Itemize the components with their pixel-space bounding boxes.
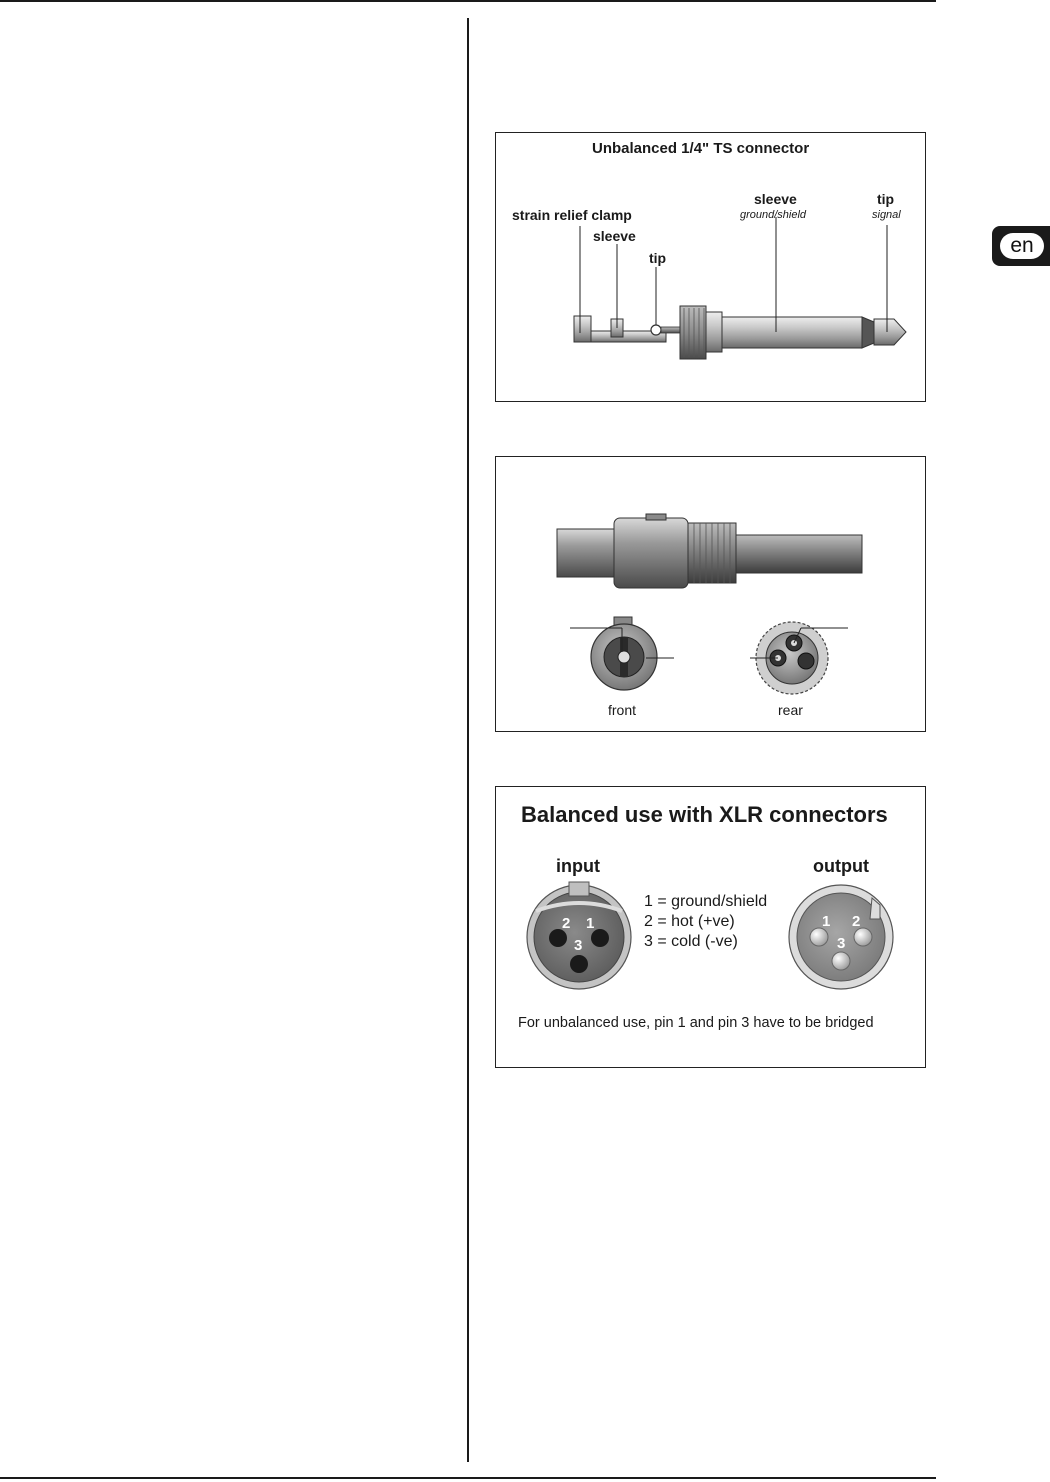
label-tip-right-sub: signal [872,209,901,221]
figure-ts-connector [495,132,926,402]
bottom-rule [0,1477,936,1479]
figure-speakon-connector [495,456,926,732]
label-strain-relief-clamp: strain relief clamp [512,207,632,223]
input-pin-label-2: 2 [562,915,571,932]
language-tab-label: en [1000,233,1044,259]
ts-figure-title: Unbalanced 1/4" TS connector [592,140,810,157]
figure-xlr-connectors [495,786,926,1068]
label-tip-right: tip [877,191,895,207]
label-tip-left: tip [649,250,667,266]
output-pin-label-2: 2 [852,913,861,930]
label-output: output [813,856,869,876]
xlr-note: For unbalanced use, pin 1 and pin 3 have to be bridged [518,1015,874,1031]
label-rear: rear [778,702,803,718]
label-input: input [556,856,600,876]
legend-pin-1: 1 = ground/shield [644,893,768,910]
legend-pin-3: 3 = cold (-ve) [644,933,738,950]
top-rule [0,0,936,2]
output-pin-label-3: 3 [837,935,846,952]
label-sleeve-right: sleeve [754,191,797,207]
input-pin-label-3: 3 [574,937,583,954]
label-front: front [608,702,637,718]
speakon-illustration [496,457,927,733]
xlr-figure-title: Balanced use with XLR connectors [521,802,888,827]
language-tab [992,226,1050,266]
ts-connector-illustration [496,133,927,403]
label-sleeve-right-sub: ground/shield [740,209,807,221]
label-sleeve-left: sleeve [593,228,636,244]
output-pin-label-1: 1 [822,913,831,930]
legend-pin-2: 2 = hot (+ve) [644,913,735,930]
input-pin-label-1: 1 [586,915,595,932]
column-divider [467,18,469,1462]
